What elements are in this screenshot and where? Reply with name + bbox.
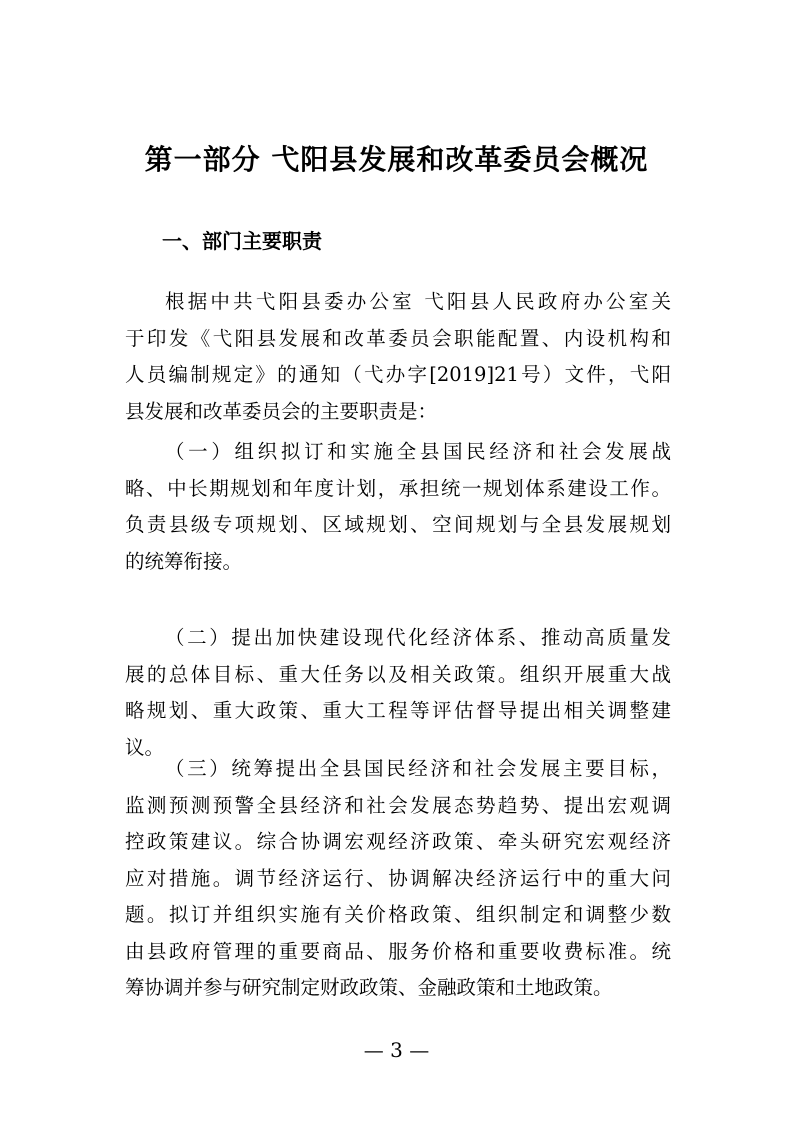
paragraph-line: 议。 [125, 735, 165, 759]
paragraph-line: 负责县级专项规划、区域规划、空间规划与全县发展规划 [125, 513, 671, 536]
paragraph-line: 监测预测预警全县经济和社会发展态势趋势、提出宏观调 [125, 793, 671, 817]
paragraph-line: 展的总体目标、重大任务以及相关政策。组织开展重大战 [125, 662, 671, 686]
section-heading: 一、部门主要职责 [162, 229, 322, 253]
paragraph-line: 于印发《弋阳县发展和改革委员会职能配置、内设机构和 [125, 326, 671, 350]
paragraph-line: 略规划、重大政策、重大工程等评估督导提出相关调整建 [125, 699, 671, 722]
paragraph-duty-1 [125, 434, 671, 580]
paragraph-line: （一）组织拟订和实施全县国民经济和社会发展战 [165, 440, 671, 463]
paragraph-line: 题。拟订并组织实施有关价格政策、组织制定和调整少数 [125, 903, 671, 926]
paragraph-line: 控政策建议。综合协调宏观经济政策、牵头研究宏观经济 [125, 830, 671, 853]
paragraph-intro [125, 284, 671, 430]
paragraph-line: 县发展和改革委员会的主要职责是： [125, 399, 438, 423]
paragraph-line: 略、中长期规划和年度计划，承担统一规划体系建设工作。 [125, 476, 671, 500]
paragraph-line: 应对措施。调节经济运行、协调解决经济运行中的重大问 [125, 866, 671, 890]
paragraph-line: 根据中共弋阳县委办公室 弋阳县人民政府办公室关 [165, 290, 671, 313]
paragraph-line: 人员编制规定》的通知（弋办字[2019]21号）文件，弋阳 [125, 363, 671, 386]
paragraph-line: 的统筹衔接。 [125, 549, 243, 573]
paragraph-duty-3 [125, 751, 671, 1007]
paragraph-line: （二）提出加快建设现代化经济体系、推动高质量发 [165, 626, 671, 649]
paragraph-line: （三）统筹提出全县国民经济和社会发展主要目标， [165, 757, 671, 780]
paragraph-line: 由县政府管理的重要商品、服务价格和重要收费标准。统 [125, 939, 671, 963]
paragraph-duty-2 [125, 620, 671, 766]
page-title: 第一部分 弋阳县发展和改革委员会概况 [144, 143, 649, 176]
paragraph-line: 筹协调并参与研究制定财政政策、金融政策和土地政策。 [125, 976, 613, 999]
page-number: — 3 — [363, 1038, 430, 1062]
